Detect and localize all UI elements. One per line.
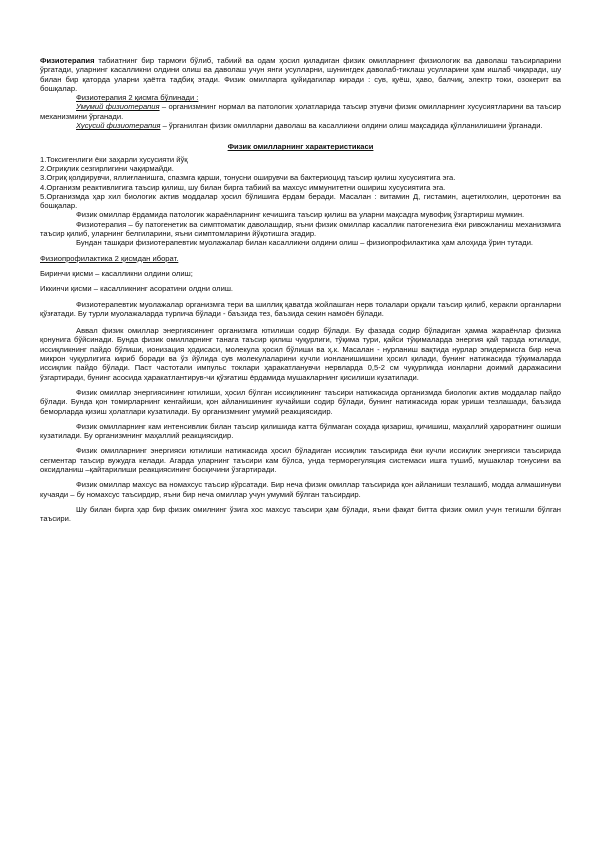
general-physiotherapy-term: Умумий физиотерапия bbox=[76, 102, 160, 112]
special-physiotherapy-term: Хусусий физиотерапия bbox=[76, 121, 161, 131]
paragraph: Бундан ташқари физиотерапевтик муолажалар билан касалликни олдини олиш – физиопрофилактика ҳам алоҳида ўрин тутади. bbox=[76, 238, 534, 248]
general-physiotherapy-paragraph bbox=[40, 102, 561, 121]
special-physiotherapy-text: – ўрганилган физик омилларни даволаш ва касалликни олдини олиш мақсадида қўлланилишини ўрганади. bbox=[160, 121, 543, 131]
list-item: 5.Организмда ҳар хил биологик актив моддалар ҳосил бўлишига ёрдам беради. Масалан : витамин Д, гистамин, ацетилхолин, церотонин ва бошқалар. bbox=[40, 191, 561, 211]
list-item: 3.Огриқ қолдирувчи, яллиғланишга, спазмга қарши, тонусни оширувчи ва бактериоцид таъсир қилиш хусусиятига эга. bbox=[40, 173, 456, 183]
list-item: 2.Огриқлик сезгирлигини чақирмайди. bbox=[40, 163, 174, 173]
intro-text: табиатнинг бир тармоғи бўлиб, табиий ва одам ҳосил қиладиган физик омилларнинг физиологик ва даволаш таъсирларини ўргатади, уларнинг касалликни олдини олиш ва даволаш учун янги усулларни, шунингдек даволаб-тиклаш усулларини ҳам ишлаб чиқаради, шу билан бир қаторда уларни ҳаётга тадбиқ этади. Физик омилларга қуйидагилар киради : сув, қуёш, ҳаво, балчиқ, электр токи, озокерит ва бошқалар. bbox=[40, 56, 561, 93]
physiotherapy-term: Физиотерапия bbox=[40, 56, 95, 65]
paragraph: Физик омиллар энергиясининг ютилиши, ҳосил бўлган иссиқликнинг таъсири натижасида организмда биологик актив моддалар пайдо бўлади. Бунда қон томирларнинг кенгайиши, қон айланишининг кучайиши содир бўлади, бунинг натижасида юрак уриши тезлашади, баъзида беморларда қизиш ҳолатлари кузатилади. Бу организмнинг умумий реакциясидир. bbox=[40, 387, 561, 416]
physioprophylaxis-heading: Физиопрофилактика 2 қисмдан иборат. bbox=[40, 253, 179, 263]
special-physiotherapy-paragraph bbox=[40, 121, 561, 130]
paragraph: Иккинчи қисми – касалликнинг асоратини олдни олиш. bbox=[40, 284, 234, 294]
parts-heading: Физиотерапия 2 қисмга бўлинади : bbox=[76, 93, 199, 103]
paragraph: Аввал физик омиллар энергиясининг организмга ютилиши содир бўлади. Бу фазада содир бўладиган ҳамма жараёнлар физика қонунига бўйсинади. Бунда физик омилларнинг танага таъсир қилиш чуқурлиги, тўқима тури, қайси тўқималарда энергия қай тарзда ютилади, иссиқликнинг пайдо бўлиши, ионизация ҳодисаси, молекула ҳосил бўлиши ва ҳ.к. Масалан - нурланиш вақтида нурлар эпидермисга бир неча микрон чуқурлигига кириб боради ва ўз йўлида сув молекулаларини кучли ионланишишини ҳосил қилади, бунинг натижасида тўқималарда иссиқлик пайдо бўлади. Паст частотали импульс токлари ҳаракатланувчи нервларда 0,5-2 см чуқурликда ионларни доимий даражасини ўзгартиради, бунинг асосида ҳаракатлантирув-чи қўзғатиш ёрдамида мушакларнинг қисилиши кузатилади. bbox=[40, 326, 561, 382]
paragraph: Шу билан бирга ҳар бир физик омилнинг ўзига хос махсус таъсири ҳам бўлади, яъни фақат битта физик омил учун тегишли бўлган таъсири. bbox=[40, 504, 561, 524]
paragraph: Физик омиллар махсус ва номахсус таъсир кўрсатади. Бир неча физик омиллар таъсирида қон айланиши тезлашиб, модда алмашинуви кучаяди – бу номахсус таъсирдир, яъни бир неча омиллар учун умумий бўлган таъсирдир. bbox=[40, 480, 561, 499]
general-physiotherapy-text: – организмнинг нормал ва патологик ҳолатларида таъсир этувчи физик омилларнинг хусусиятларини ва таъсир механизмини ўрганади. bbox=[40, 102, 561, 121]
paragraph: Физиотерапевтик муолажалар организмга тери ва шиллиқ қаватда жойлашган нерв толалари орқали таъсир қилиб, керакли органларни қўзғатади. Бу турли муолажаларда турлича бўлади - баъзида тез, баъзида секин намоён бўлади. bbox=[40, 299, 561, 318]
intro-paragraph bbox=[40, 56, 561, 93]
paragraph: Физик омилларнинг кам интенсивлик билан таъсир қилишида катта бўлмаган соҳада қизариш, қичишиш, маҳаллий ҳароратнинг ошиши кузатилади. Бу организмнинг маҳаллий реакциясидир. bbox=[40, 421, 561, 441]
paragraph: Физик омилларнинг энергияси ютилиши натижасида ҳосил бўладиган иссиқлик таъсирида ёки кучли иссиқлик энергияси таъсирида сегментар таъсир вужудга келади. Агарда уларнинг таъсири кам бўлса, унда терморегуляция системаси ишга тушиб, мушаклар тонусини ва оксидланиш –қайтарилиши реакциясининг босқичини ўзгартиради. bbox=[40, 446, 561, 474]
paragraph: Физик омиллар ёрдамида патологик жараёнларнинг кечишига таъсир қилиш ва уларни мақсадга мувофиқ ўзгартириш мумкин. bbox=[76, 210, 525, 220]
document-page bbox=[40, 56, 561, 523]
list-item: 4.Организм реактивлигига таъсир қилиш, шу билан бирга табиий ва махсус иммунитетни ошириш хусусиятига эга. bbox=[40, 182, 446, 192]
paragraph: Физиотерапия – бу патогенетик ва симптоматик даволашдир, яъни физик омиллар касаллик патогенезига ёки ривожланиш механизмига таъсир қилиб, уларнинг белгиларини, яъни симптомларини йўқотишга эгадир. bbox=[40, 219, 561, 239]
section-title: Физик омилларнинг характеристикаси bbox=[227, 142, 374, 152]
list-item: 1.Токсигенлиги ёки заҳарли хусусияти йўқ bbox=[40, 154, 188, 164]
paragraph: Биринчи қисми – касалликни олдини олиш; bbox=[40, 268, 193, 278]
